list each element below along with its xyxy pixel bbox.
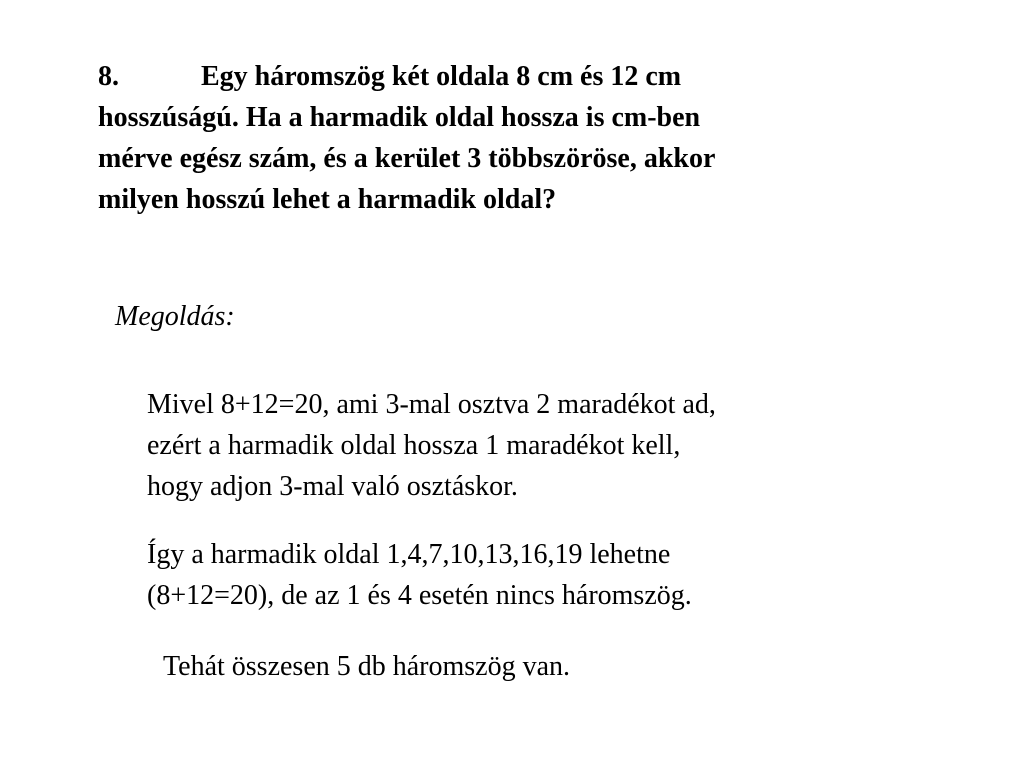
solution-label: Megoldás: bbox=[115, 301, 235, 332]
problem-text-line-3: mérve egész szám, és a kerület 3 többszöröse, akkor bbox=[98, 143, 716, 174]
solution-paragraph-2-line-2: (8+12=20), de az 1 és 4 esetén nincs háromszög. bbox=[147, 580, 692, 611]
solution-paragraph-1-line-3: hogy adjon 3-mal való osztáskor. bbox=[147, 471, 518, 502]
solution-conclusion-line-1: Tehát összesen 5 db háromszög van. bbox=[163, 651, 571, 682]
solution-conclusion bbox=[163, 646, 570, 687]
problem-number: 8. bbox=[98, 61, 119, 92]
solution-paragraph-1-line-2: ezért a harmadik oldal hossza 1 maradékot kell, bbox=[147, 430, 681, 461]
problem-statement bbox=[98, 56, 878, 220]
problem-text-line-2: hosszúságú. Ha a harmadik oldal hossza is cm-ben bbox=[98, 102, 701, 133]
solution-paragraph-2-line-1: Így a harmadik oldal 1,4,7,10,13,16,19 lehetne bbox=[147, 539, 671, 570]
problem-line-1 bbox=[98, 56, 878, 97]
solution-paragraph-1-line-1: Mivel 8+12=20, ami 3-mal osztva 2 maradékot ad, bbox=[147, 389, 716, 420]
problem-text-line-1: Egy háromszög két oldala 8 cm és 12 cm bbox=[201, 61, 682, 92]
solution-paragraph-1 bbox=[147, 384, 716, 507]
solution-paragraph-2 bbox=[147, 534, 692, 616]
problem-text-line-4: milyen hosszú lehet a harmadik oldal? bbox=[98, 184, 557, 215]
